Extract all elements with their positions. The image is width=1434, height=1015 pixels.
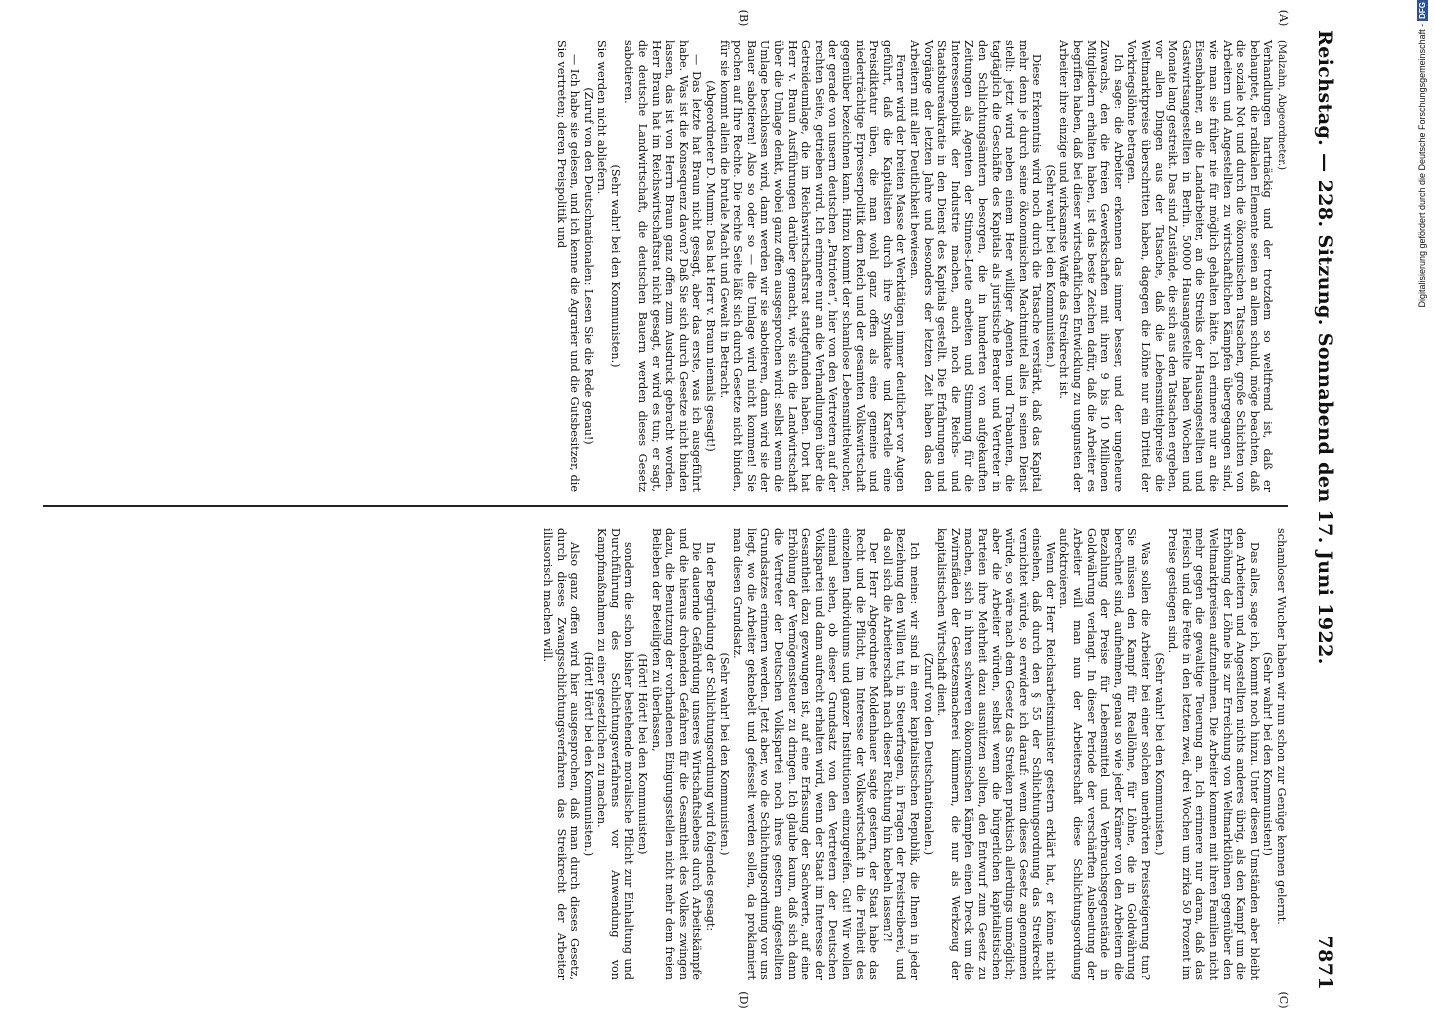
page-number: 7871 — [1314, 935, 1336, 990]
interjection: (Sehr wahr! bei den Kommunisten.) — [717, 652, 731, 856]
paragraph: — Ich habe sie gelesen, und ich kenne die Agrarier und die Gutsbesitzer, die Sie vertreten; deren Preispolitik und — [554, 40, 582, 492]
column-divider — [43, 505, 1288, 507]
notice-text: Digitalisierung gefördert durch die Deutsche Forschungsgemeinschaft - — [1417, 23, 1427, 308]
dfg-logo: DFG — [1418, 2, 1427, 19]
paragraph: Der Herr Abgeordnete Moldenhauer sagte gestern, der Staat habe das Recht und die Pflicht, im Interesse der Volkswirtschaft in die Freiheit des einzelnen Individuums und ganzer Institutionen einzugreifen. Gut! Wir wollen einmal sehen, ob dieser Grundsatz von den Vertretern der Deutschen Volkspartei und dann aufrecht erhalten wird, wenn der Staat im Interesse der Gesamtheit dazu gezwungen ist, auf eine Erfassung der Sachwerte, auf eine Erhöhung der Vermögenssteuer zu dringen. Ich glaube kaum, daß sich dann die Vertreter der Deutschen Volkspartei noch ihres gestern aufgestellten Grundsatzes erinnern werden. Jetzt aber, wo die Schlichtungsordnung vor uns liegt, wo die Arbeiter geknebelt und gefesselt werden sollen, da proklamiert man diesen Grundsatz. — [731, 528, 881, 980]
right-column — [38, 528, 1288, 980]
paragraph: Das alles, sage ich, kommt noch hinzu. Unter diesen Umständen aber bleibt den Arbeitern und Angestellten nichts anderes übrig, als den Kampf um die Erhöhung der Löhne bis zur Erreichung von Weltmarktlöhnen gegenüber den Weltmarktpreisen aufzunehmen. Die Arbeiter kommen mit ihren Familien nicht mehr gegen die gewaltige Teuerung an. Ich erinnere nur daran, daß das Fleisch und die Fette in den letzten zwei, drei Wochen um zirka 50 Prozent im Preise gestiegen sind. — [1166, 528, 1261, 980]
paragraph: Diese Erkenntnis wird noch durch die Tatsache verstärkt, daß das Kapital mehr denn je durch seine ökonomischen Machtmittel alles in seinen Dienst stellt: jetzt wird neben einem Heer williger Agenten und Trabanten, die tagtäglich die Geschäfte des Kapitals als juristische Berater und Vertreter in den Schlichtungsämtern besorgen, die in hunderten von aufgekauften Zeitungen als Agenten der Stinnes-Leute arbeiten und Stimmung für die Interessenpolitik der Industrie machen, auch noch die Reichs- und Staatsbureaukratie in den Dienst des Kapitals gestellt. Die Erfahrungen und Vorgänge der letzten Jahre und besonders der letzten Zeit haben das den Arbeitern mit aller Deutlichkeit bewiesen. — [907, 40, 1044, 492]
paragraph: Also ganz offen wird hier ausgesprochen, daß man durch dieses Gesetz, durch dieses Zwangsschlichtungsverfahren das Streikrecht der Arbeiter illusorisch machen will. — [540, 528, 582, 980]
left-column — [38, 40, 1288, 492]
interjection: (Abgeordneter D. Mumm: Das hat Herr v. Braun niemals gesagt!) — [704, 80, 718, 452]
paragraph: Wenn der Herr Reichsarbeitsminister gestern erklärt hat, er könne nicht einsehen, daß durch den § 55 der Schlichtungsordnung das Streikrecht vernichtet würde, so erwidere ich darauf: wenn dieses Gesetz angenommen würde, so wäre nach dem Gesetz das Streiken praktisch allerdings unmöglich; aber die Arbeiter würden, selbst wenn die bürgerlichen kapitalistischen Parteien ihre Mehrheit dazu ausnützen sollten, den Entwurf zum Gesetz zu machen, sich in ihren schweren ökonomischen Kämpfen einen Dreck um die Zwirnsfäden der Gesetzesmacherei kümmern, die nur als Werkzeug der kapitalistischen Wirtschaft dient. — [935, 528, 1057, 980]
margin-marker-a: (A) — [1277, 9, 1290, 27]
running-head-title: Reichstag. — 228. Sitzung. Sonnabend den 17. Juni 1922. — [1314, 30, 1336, 665]
interjection: (Sehr wahr! bei den Kommunisten.) — [608, 164, 622, 368]
speaker-line: (Malzahn, Abgeordneter.) — [1276, 40, 1287, 170]
paragraph: Ich meine: wir sind in einer kapitalistischen Republik, die Ihnen in jeder Beziehung den Willen tut, in Steuerfragen, in Fragen der Preistreiberei, und da soll sich die Arbeiterschaft nach dieser Richtung hin knebeln lassen?! — [880, 528, 921, 980]
running-head — [1306, 30, 1336, 990]
paragraph: Was sollen die Arbeiter bei einer solchen unerhörten Preissteigerung tun? Sie müssen den Kampf für Reallöhne, für Löhne, die in Goldwährung berechnet sind, aufnehmen, genau so wie jeder Krämer von den Arbeitern die Bezahlung der Preise für Lebensmittel und Verbrauchsgegenstände in Goldwährung verlangt. In dieser Periode der verschärften Ausbeutung der Arbeiter will man nun der Arbeiterschaft diese Schlichtungsordnung aufoktroieren. — [1057, 528, 1153, 980]
margin-marker-d: (D) — [737, 991, 750, 1009]
digitization-notice — [1410, 0, 1434, 1000]
paragraph: — Das letzte hat Braun nicht gesagt, aber das erste, was ich ausgeführt habe. Was ist die Konsequenz davon? Daß Sie sich durch Gesetze nicht binden lassen, das ist von Herrn Braun ganz offen zum Ausdruck gebracht worden. Herr Braun hat im Reichswirtschaftsrat nicht gesagt, er wird es tun; er sagt, die deutsche Landwirtschaft, die deutschen Bauern werden dieses Gesetz sabotieren. — [622, 40, 704, 492]
paragraph: schamloser Wucher haben wir nun schon zur Genüge kennen gelernt. — [1275, 528, 1288, 925]
interjection: (Zuruf von den Deutschnationalen: Lesen Sie die Rede genau!) — [581, 87, 595, 445]
interjection: (Sehr wahr! bei den Kommunisten!) — [1261, 652, 1275, 856]
interjection: (Sehr wahr! bei den Kommunisten.) — [1043, 164, 1057, 368]
margin-marker-c: (C) — [1277, 991, 1290, 1009]
paragraph: In der Begründung der Schlichtungsordnung wird folgendes gesagt: — [704, 542, 718, 932]
paragraph: Ich sage: die Arbeiter erkennen das immer besser, und der ungeheure Zuwachs, den die freien Gewerkschaften mit ihren 9 bis 10 Millionen Mitgliedern erhalten haben, ist das beste Zeichen dafür, daß die Arbeiter es begriffen haben, daß bei dieser wirtschaftlichen Entwicklung zu ungunsten der Arbeiter ihre einzige und wirksamste Waffe das Streikrecht ist. — [1057, 40, 1125, 492]
quotation: Die dauernde Gefährdung unseres Wirtschaftslebens durch Arbeitskämpfe und die hieraus drohenden Gefahren für die Gesamtheit des Volkes zwingen dazu, die Benutzung der vorhandenen Einigungsstellen nicht mehr dem freien Belieben der Beteiligten zu überlassen, — [649, 528, 704, 980]
paragraph: Ferner wird der breiten Masse der Werktätigen immer deutlicher vor Augen geführt, daß die Kapitalisten durch ihre Syndikate und Kartelle eine Preisdiktatur üben, die man wohl ganz offen als eine gemeine und niederträchtige Erpresserpolitik dem Reich und der gesamten Volkswirtschaft gegenüber bezeichnen kann. Hinzu kommt der schamlose Lebensmittelwucher, der gerade von unsern deutschen „Patrioten“, hier von den Vertretern auf der rechten Seite, getrieben wird. Ich erinnere nur an die Verhandlungen über die Getreideumlage, die im Reichswirtschaftsrat stattgefunden haben. Dort hat Herr v. Braun Ausführungen darüber gemacht, wie sich die Landwirtschaft über die Umlage denkt, wobei ganz offen ausgesprochen wird: selbst wenn die Umlage beschlossen wird, dann werden wir sie sabotieren, dann wird sie der Bauer sabotieren! Also so oder so — die Umlage wird nicht kommen! Sie pochen auf Ihre Rechte. Die rechte Seite läßt sich durch Gesetze nicht binden, für sie kommt allein die brutale Macht und Gewalt in Betracht. — [717, 40, 908, 492]
quotation: sondern die schon bisher bestehende moralische Pflicht zur Einhaltung und Durchführung des Schlichtungsverfahrens vor Anwendung von Kampfmaßnahmen zu einer gesetzlichen zu machen. — [595, 528, 636, 980]
interjection: (Hört! Hört! bei den Kommunisten) — [636, 653, 650, 855]
interjection: (Hört! Hört! bei den Kommunisten.) — [581, 651, 595, 857]
margin-marker-b: (B) — [737, 9, 750, 27]
paragraph: Sie werden nicht abliefern. — [595, 40, 609, 195]
paragraph: Verhandlungen hartnäckig und der trotzdem so weltfremd ist, daß er behauptet, die radikalen Elemente seien an allem schuld, möge beachten, daß die soziale Not und durch die ökonomischen Tatsachen, große Schichten von Arbeitern und Angestellten zu wirtschaftlichen Kämpfen übergegangen sind, wie man sie früher nie für möglich gehalten hätte. Ich erinnere nur an die Eisenbahner, an die Landarbeiter, an die Streiks der Hausangestellten und Gastwirtsangestellten in Berlin. 50000 Hausangestellte haben Wochen und Monate lang gestreikt. Das sind Zustände, die sich aus den Tatsachen ergeben, vor allen Dingen aus der Tatsache, daß die Lebensmittelpreise die Weltmarktpreise überschritten haben, dagegen die Löhne nur ein Drittel der Vorkriegslöhne betragen. — [1125, 40, 1275, 492]
interjection: (Zuruf von den Deutschnationalen.) — [921, 652, 935, 856]
interjection: (Sehr wahr! bei den Kommunisten.) — [1152, 652, 1166, 856]
